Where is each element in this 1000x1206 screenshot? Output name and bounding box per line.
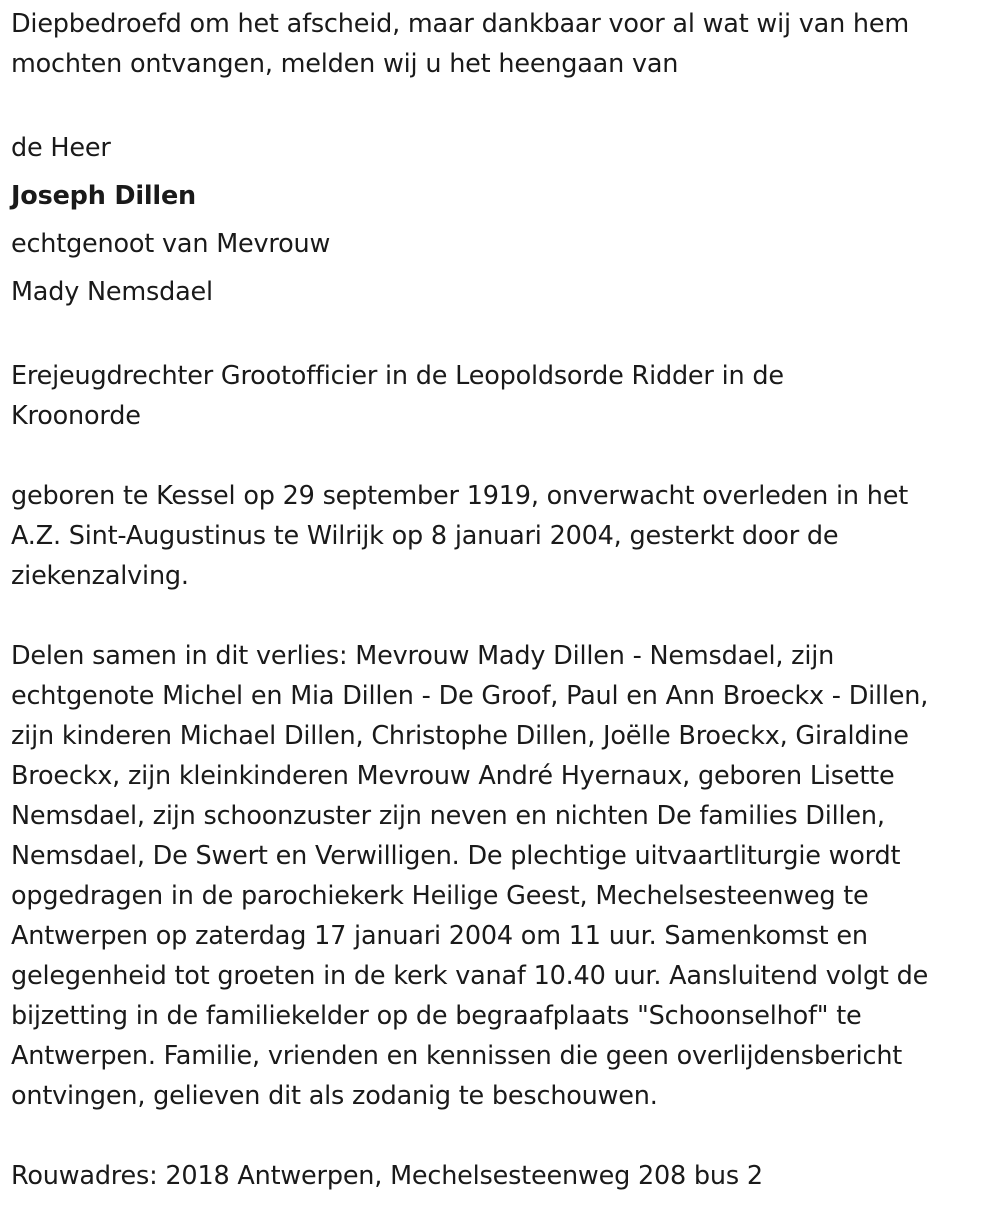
mourning-address: Rouwadres: 2018 Antwerpen, Mechelsesteenweg 208 bus 2 [11,1161,763,1191]
family-line: Nemsdael, De Swert en Verwilligen. De plechtige uitvaartliturgie wordt [11,841,901,871]
family-line: opgedragen in de parochiekerk Heilige Geest, Mechelsesteenweg te [11,881,869,911]
family-line: Antwerpen. Familie, vrienden en kennissen die geen overlijdensbericht [11,1041,903,1071]
deceased-name: Joseph Dillen [11,181,197,211]
deceased-block [11,124,991,316]
deceased-relation: echtgenoot van Mevrouw [11,229,331,259]
family-service-paragraph [11,636,991,1116]
address-paragraph [11,1156,991,1196]
birth-death-line: geboren te Kessel op 29 september 1919, onverwacht overleden in het [11,481,909,511]
family-line: bijzetting in de familiekelder op de begraafplaats "Schoonselhof" te [11,1001,862,1031]
spacer [11,316,991,356]
birth-death-paragraph [11,476,991,596]
deceased-title: de Heer [11,133,111,163]
family-line: Delen samen in dit verlies: Mevrouw Mady Dillen - Nemsdael, zijn [11,641,835,671]
family-line: ontvingen, gelieven dit als zodanig te beschouwen. [11,1081,658,1111]
spouse-name: Mady Nemsdael [11,277,213,307]
intro-line: Diepbedroefd om het afscheid, maar dankbaar voor al wat wij van hem [11,9,910,39]
family-line: zijn kinderen Michael Dillen, Christophe Dillen, Joëlle Broeckx, Giraldine [11,721,909,751]
intro-paragraph [11,4,991,84]
honors-line: Kroonorde [11,401,141,431]
family-line: echtgenote Michel en Mia Dillen - De Groof, Paul en Ann Broeckx - Dillen, [11,681,929,711]
spacer [11,1116,991,1156]
spacer [11,84,991,124]
intro-line: mochten ontvangen, melden wij u het heengaan van [11,49,679,79]
spacer [11,436,991,476]
family-line: Nemsdael, zijn schoonzuster zijn neven en nichten De families Dillen, [11,801,885,831]
honors-paragraph [11,356,991,436]
honors-line: Erejeugdrechter Grootofficier in de Leopoldsorde Ridder in de [11,361,784,391]
spacer [11,596,991,636]
family-line: Broeckx, zijn kleinkinderen Mevrouw André Hyernaux, geboren Lisette [11,761,895,791]
birth-death-line: A.Z. Sint-Augustinus te Wilrijk op 8 januari 2004, gesterkt door de [11,521,839,551]
obituary-document [11,4,991,1196]
family-line: Antwerpen op zaterdag 17 januari 2004 om 11 uur. Samenkomst en [11,921,868,951]
family-line: gelegenheid tot groeten in de kerk vanaf 10.40 uur. Aansluitend volgt de [11,961,929,991]
birth-death-line: ziekenzalving. [11,561,189,591]
